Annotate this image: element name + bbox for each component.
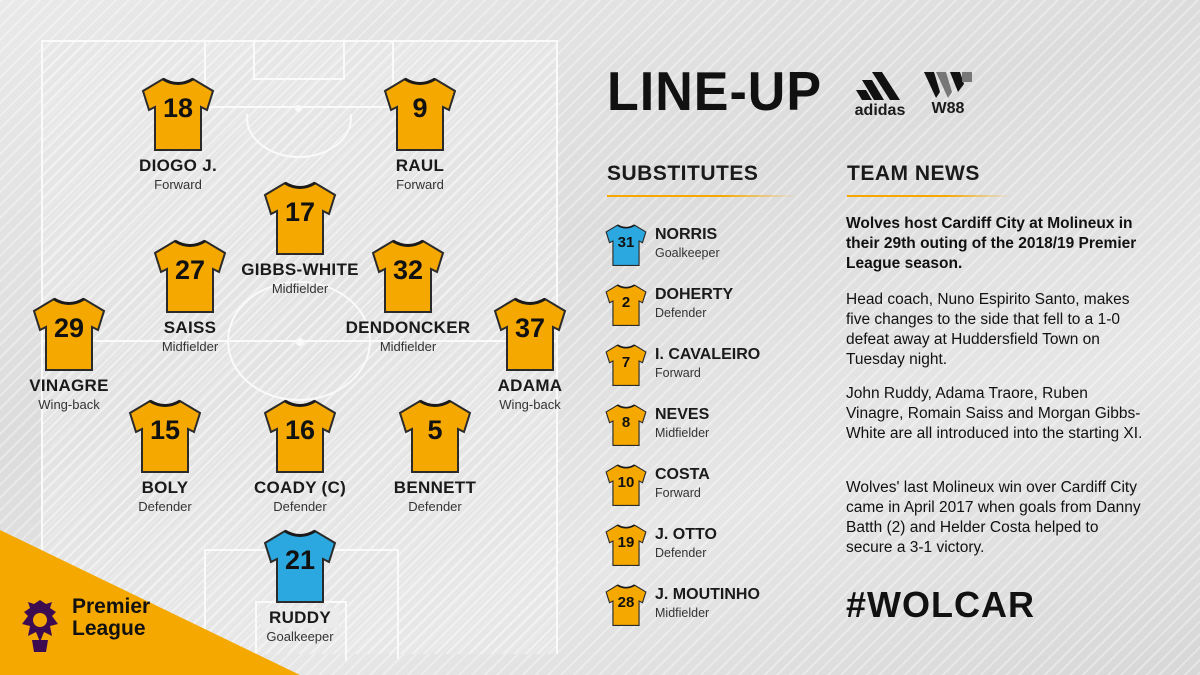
player-name: BENNETT xyxy=(393,478,477,497)
substitute-position: Forward xyxy=(655,486,701,500)
shirt-number: 28 xyxy=(617,594,635,611)
shirt-icon xyxy=(493,296,567,372)
shirt-number: 31 xyxy=(617,234,635,251)
substitute-position: Forward xyxy=(655,366,701,380)
w88-logo xyxy=(922,70,974,120)
substitute-name: J. MOUTINHO xyxy=(655,586,760,603)
shirt-number: 27 xyxy=(174,255,206,285)
news-paragraph: Wolves' last Molineux win over Cardiff City came in April 2017 when goals from Danny Batth (2) and Helder Costa helped to secure a 3-1 victory. xyxy=(846,479,1141,556)
player-position: Midfielder xyxy=(271,281,329,296)
player-name: GIBBS-WHITE xyxy=(241,260,359,279)
shirt-icon xyxy=(605,342,647,388)
substitute-position: Midfielder xyxy=(655,426,710,440)
player-position: Forward xyxy=(396,177,444,192)
team-news-rule xyxy=(847,195,1012,197)
substitute-name: I. CAVALEIRO xyxy=(655,346,761,363)
shirt-icon xyxy=(32,296,106,372)
player-name: SAISS xyxy=(163,318,217,337)
w88-wordmark: W88 xyxy=(931,100,965,117)
player-name: VINAGRE xyxy=(29,376,109,395)
shirt-icon xyxy=(605,282,647,328)
lion-icon xyxy=(14,596,66,656)
shirt-icon xyxy=(263,528,337,604)
top-penalty-spot xyxy=(295,105,302,112)
substitute-item xyxy=(605,582,825,634)
shirt-number: 18 xyxy=(162,93,194,123)
substitute-name: NORRIS xyxy=(655,226,718,243)
substitute-name: DOHERTY xyxy=(655,286,734,303)
shirt-icon xyxy=(398,398,472,474)
substitute-name: J. OTTO xyxy=(655,526,717,543)
team-news-title: TEAM NEWS xyxy=(847,162,980,185)
player-card xyxy=(345,76,495,192)
player-position: Midfielder xyxy=(161,339,219,354)
shirt-number: 21 xyxy=(284,545,316,575)
shirt-icon xyxy=(383,76,457,152)
shirt-icon xyxy=(605,582,647,628)
substitute-item xyxy=(605,222,825,274)
player-name: BOLY xyxy=(141,478,189,497)
shirt-number: 37 xyxy=(514,313,546,343)
shirt-icon xyxy=(371,238,445,314)
player-name: DENDONCKER xyxy=(345,318,471,337)
player-card xyxy=(90,398,240,514)
substitute-name: COSTA xyxy=(655,466,710,483)
player-name: COADY (C) xyxy=(253,478,347,497)
player-name: RAUL xyxy=(395,156,445,175)
shirt-number: 17 xyxy=(284,197,316,227)
substitute-position: Defender xyxy=(655,306,707,320)
player-card xyxy=(455,296,605,412)
shirt-icon xyxy=(141,76,215,152)
player-card xyxy=(0,296,144,412)
substitute-item xyxy=(605,522,825,574)
player-name: ADAMA xyxy=(497,376,563,395)
shirt-number: 19 xyxy=(617,534,635,551)
shirt-icon xyxy=(263,398,337,474)
substitutes-title: SUBSTITUTES xyxy=(607,162,759,185)
shirt-number: 15 xyxy=(149,415,181,445)
lineup-title: LINE-UP xyxy=(607,61,822,123)
shirt-icon xyxy=(605,522,647,568)
substitutes-rule xyxy=(607,195,797,197)
player-name: DIOGO J. xyxy=(139,156,217,175)
adidas-wordmark: adidas xyxy=(854,102,906,119)
shirt-number: 2 xyxy=(621,294,631,311)
shirt-icon xyxy=(153,238,227,314)
substitute-name: NEVES xyxy=(655,406,710,423)
player-name: RUDDY xyxy=(261,608,339,628)
news-paragraph: Head coach, Nuno Espirito Santo, makes five changes to the side that fell to a 1-0 defeat away at Huddersfield Town on Tuesday night. xyxy=(846,291,1130,368)
shirt-icon xyxy=(128,398,202,474)
player-position: Wing-back xyxy=(499,397,561,412)
player-card xyxy=(103,76,253,192)
league-line1: Premier xyxy=(72,595,151,618)
substitute-position: Defender xyxy=(655,546,707,560)
w88-mark-icon xyxy=(922,70,974,100)
news-paragraph: John Ruddy, Adama Traore, Ruben Vinagre, Romain Saiss and Morgan Gibbs-White are all introduced into the starting XI. xyxy=(846,385,1143,442)
shirt-number: 16 xyxy=(284,415,316,445)
substitute-item xyxy=(605,282,825,334)
shirt-number: 10 xyxy=(617,474,635,491)
player-position: Goalkeeper xyxy=(266,629,334,644)
substitute-position: Midfielder xyxy=(655,606,710,620)
center-spot xyxy=(296,338,304,346)
shirt-number: 9 xyxy=(412,93,428,123)
shirt-number: 7 xyxy=(621,354,631,371)
player-position: Wing-back xyxy=(38,397,100,412)
substitute-item xyxy=(605,342,825,394)
shirt-icon xyxy=(263,180,337,256)
player-position: Midfielder xyxy=(379,339,437,354)
substitute-item xyxy=(605,462,825,514)
player-card xyxy=(225,528,375,644)
shirt-number: 32 xyxy=(392,255,424,285)
top-six-yard-box xyxy=(253,40,345,80)
adidas-stripes-icon xyxy=(848,72,912,102)
shirt-icon xyxy=(605,402,647,448)
league-line2: League xyxy=(72,617,146,640)
substitute-position: Goalkeeper xyxy=(655,246,720,260)
news-paragraph: Wolves host Cardiff City at Molineux in their 29th outing of the 2018/19 Premier League season. xyxy=(846,215,1137,272)
premier-league-logo xyxy=(14,596,204,656)
shirt-number: 5 xyxy=(427,415,443,445)
adidas-logo xyxy=(848,72,912,120)
shirt-icon xyxy=(605,462,647,508)
player-position: Forward xyxy=(154,177,202,192)
substitute-item xyxy=(605,402,825,454)
player-position: Defender xyxy=(273,499,327,514)
player-card xyxy=(225,398,375,514)
player-position: Defender xyxy=(408,499,462,514)
shirt-number: 29 xyxy=(53,313,85,343)
player-card xyxy=(360,398,510,514)
shirt-icon xyxy=(605,222,647,268)
shirt-number: 8 xyxy=(621,414,631,431)
match-hashtag: #WOLCAR xyxy=(846,584,1035,625)
player-position: Defender xyxy=(138,499,192,514)
